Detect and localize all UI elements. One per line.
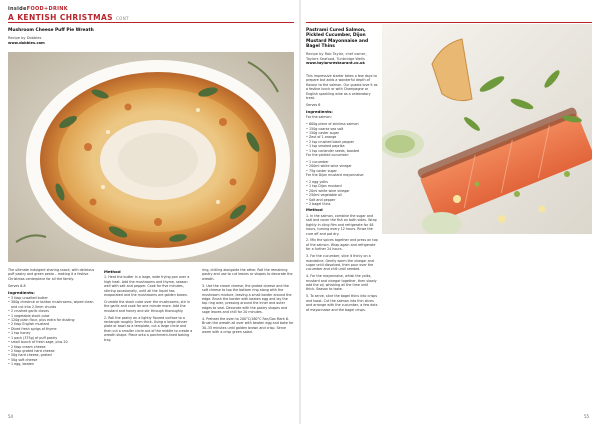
method-step: 1. In the salmon, combine the sugar and salt and cover the fish on both sides. Wrap tightly in cling film and refrigerate for 48 hours, turning every 12 hours. Rinse the cure off and pat dry. [306,213,377,236]
right-recipe-title: Pastrami Cured Salmon, Pickled Cucumber, Dijon Mustard Mayonnaise and Bagel Thins [306,28,369,50]
list-item: • Zest of 1 orange [306,135,378,139]
section-title [8,13,129,22]
brand-name: FOOD+DRINK [26,6,68,12]
left-col-intro [8,268,96,367]
method-step: Crumble the stock cube over the mushrooms, stir in the garlic and cook for one minute more. Add the mustard and honey and stir through thoroughly. [104,299,191,313]
list-item: • 2 bagel thins [306,202,378,206]
right-mayo-list [306,180,378,206]
right-salmon-list [306,122,378,153]
list-item: • 50g hard cheese, grated [8,353,96,357]
list-item: • 1 tsp smoked paprika [306,144,378,148]
left-intro-text: The ultimate indulgent sharing snack, with delicious puff pastry and green pesto – making it a festive Christmas centerpiece for all the family. [8,268,95,281]
salmon-illustration [382,24,592,234]
left-credit-url[interactable]: www.dobbies.com [8,40,45,45]
list-item: • 600g piece of skinless salmon [306,122,378,126]
method-step: 5. To serve, slice the bagel thins into crisps and toast. Cut the salmon into thin slices and arrange with the cucumber, a few dots of mayonnaise and the bagel crisps. [306,294,378,312]
list-item: • 2 tbsp English mustard [8,322,96,326]
list-item: • small bunch of fresh sage, plus 20 [8,340,96,344]
method-step: ring, chilling alongside the other. Roll the remaining pastry and use to cut leaves or shapes to decorate the wreath. [202,268,293,281]
salmon-photo [382,24,592,234]
left-recipe-title: Mushroom Cheese Puff Pie Wreath [8,28,94,33]
list-item: • 1 pack (375g) of puff pastry [8,336,96,340]
method-step: 4. For the mayonnaise, whisk the yolks, mustard and vinegar together, then slowly add the oil, whisking all the time until thick. Season to taste. [306,274,377,292]
list-item: • 200ml white wine vinegar [306,164,378,168]
right-ingredients-heading: Ingredients: [306,108,333,114]
list-item: • 20ml white wine vinegar [306,189,378,193]
right-sub-mayo: For the Dijon mustard mayonnaise: [306,173,365,178]
page-gutter [299,0,301,424]
method-step: 3. Use the cream cheese, the grated cheese and the soft cheese to top the bottom ring along with the mushroom mixture, leaving a small border around the edge. Brush the border with beaten egg and lay the top ring over, pressing around the inner and outer edges to seal. Decorate with the pastry shapes and sage leaves and chill for 20 minutes. [202,283,292,315]
list-item: • 2 tbsp grated hard cheese [8,349,96,353]
wreath-photo [8,52,294,262]
list-item: • 1 tsp Dijon mustard [306,184,378,188]
list-item: • 50g soft cheese [8,358,96,362]
list-item: • 250ml vegetable oil [306,193,378,197]
right-serves: Serves 6 [306,102,321,107]
method-step: 1. Heat the butter in a large, wide frying pan over a high heat. Add the mushrooms and thyme, season well with salt and pepper. Cook for five minutes, stirring occasionally, until all the liquid has evaporated and the mushrooms are golden brown. [104,275,190,298]
list-item: • 1 egg, beaten [8,362,96,366]
section-title-text: A KENTISH CHRISTMAS [8,13,113,22]
left-serves: Serves 6-8 [8,283,26,288]
list-item: • 1 cucumber [306,160,378,164]
list-item: • Salt and pepper [306,198,378,202]
right-method-heading: Method [306,207,323,213]
right-col-intro [306,74,378,315]
list-item: • 150g coarse sea salt [306,127,378,131]
magazine-brand [8,6,68,12]
right-sub-pickle: For the pickled cucumber: [306,153,350,157]
section-rule-left [8,22,294,23]
list-item: • 1 tsp coriander seeds, toasted [306,149,378,153]
list-item: • 150g caster sugar [306,131,378,135]
list-item: • 1 tsp honey [8,331,96,335]
left-ingredients-heading: Ingredients: [8,289,35,295]
page-number-left: 54 [8,414,14,419]
list-item: • 3 tbsp unsalted butter [8,296,96,300]
section-cont: CONT [115,16,129,21]
brand-inside: inside [8,6,27,12]
left-method-heading: Method [104,269,121,274]
method-step: 2. Mix the spices together and press on top of the salmon. Wrap again and refrigerate for a further 24 hours. [306,238,378,252]
right-intro-text: This impressive starter takes a few days to prepare but adds a wonderful depth of flavour to the salmon. Our guests love it as a festive lunch or with Champagne or English sparkling wine as a celebratory treat. [306,74,378,101]
left-credit-label: Recipe by Dobbies [8,36,42,40]
method-step: 2. Roll the pastry on a lightly floured surface to a rectangle roughly 3mm thick. Using a large dinner plate or bowl as a template, cut a large circle and then cut a smaller circle out of the middle to create a wreath shape. Place onto a parchment-lined baking tray. [104,315,193,342]
list-item: • 1 vegetable stock cube [8,314,96,318]
right-pickle-list [306,160,378,173]
list-item: • 2 crushed garlic cloves [8,309,96,313]
wreath-illustration [8,52,294,262]
list-item: • 2 tbsp cream cheese [8,345,96,349]
list-item: • Diced fresh sprigs of thyme [8,327,96,331]
list-item: • 300g chestnut or button mushrooms, wiped clean and cut into 2.5mm chunks [8,300,96,309]
left-col-method-cont [202,268,294,337]
left-ingredients-list [8,296,96,367]
page-number-right: 55 [584,414,590,419]
list-item: • 75g caster sugar [306,169,378,173]
list-item: • 120g plain flour, plus extra for dusting [8,318,96,322]
left-col-method [104,268,194,345]
right-sub-salmon: For the salmon: [306,115,332,120]
right-recipe-credit [306,52,378,66]
section-rule-right [306,22,592,23]
right-credit-label: Recipe by Rob Taylor, chef owner, Taylors Seafood, Tunbridge Wells [306,52,367,61]
list-item: • 2 tsp crushed black pepper [306,140,378,144]
left-recipe-credit [8,36,208,45]
right-credit-url[interactable]: www.taylorsrestaurant.co.uk [306,61,365,66]
method-step: 3. For the cucumber, slice it thinly on a mandoline. Gently warm the vinegar and sugar until dissolved, then pour over the cucumber and chill until needed. [306,254,374,272]
method-step: 4. Preheat the oven to 200°C/180°C Fan/Gas Mark 6. Brush the wreath all over with beaten egg and bake for 30–35 minutes until golden brown and crisp. Serve warm with a crisp green salad. [202,317,294,335]
list-item: • 2 egg yolks [306,180,378,184]
